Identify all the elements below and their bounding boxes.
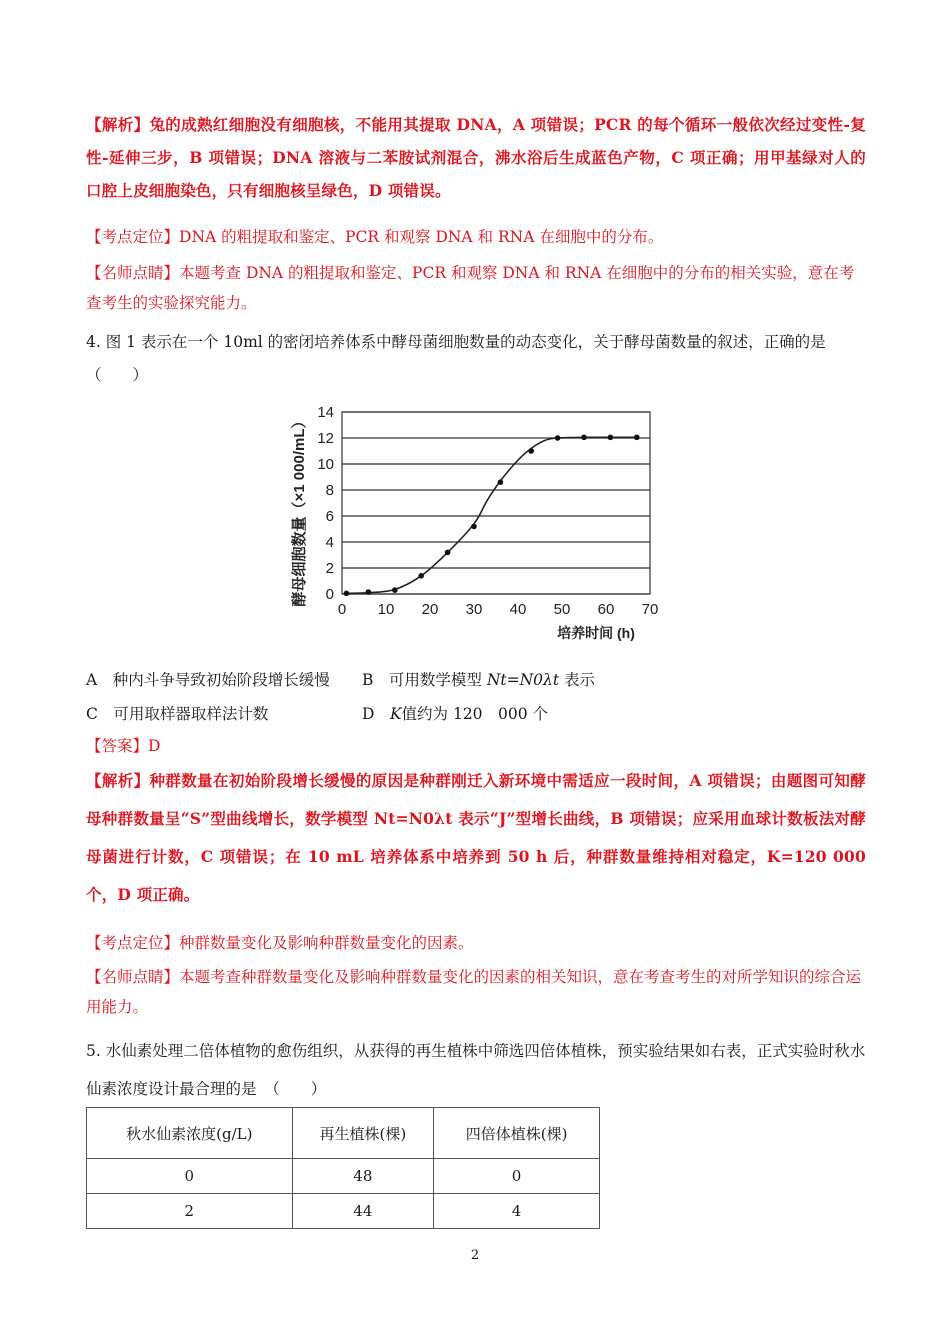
kaodian-tag: 【考点定位】 xyxy=(86,228,180,246)
q5-table xyxy=(86,1107,600,1229)
table-cell: 44 xyxy=(292,1194,434,1229)
x-tick-label: 20 xyxy=(421,601,439,618)
x-tick-label: 30 xyxy=(465,601,483,618)
option-d xyxy=(362,702,548,724)
option-b-suffix: 表示 xyxy=(559,671,596,689)
table-header-row xyxy=(87,1108,600,1159)
option-d-prefix: D xyxy=(362,705,390,723)
q5-stem: 5. 水仙素处理二倍体植物的愈伤组织，从获得的再生植株中筛选四倍体植株，预实验结果如右表，正式实验时秋水仙素浓度设计最合理的是 （ ） xyxy=(86,1042,866,1098)
data-point xyxy=(498,479,504,485)
data-point xyxy=(634,435,640,441)
y-tick-label: 2 xyxy=(325,560,334,577)
chart-grid xyxy=(342,412,650,594)
data-point xyxy=(555,435,561,441)
q4-kaodian xyxy=(86,928,866,958)
data-point xyxy=(581,435,587,441)
option-b xyxy=(362,668,595,690)
chart-ticks xyxy=(317,404,658,618)
table-cell: 2 xyxy=(87,1194,293,1229)
table-row xyxy=(87,1194,600,1229)
mingshi-text: 本题考查 DNA 的粗提取和鉴定、PCR 和观察 DNA 和 RNA 在细胞中的分布的相关实验，意在考查考生的实验探究能力。 xyxy=(86,264,855,312)
x-tick-label: 40 xyxy=(509,601,527,618)
data-point xyxy=(392,587,398,593)
option-b-prefix: B 可用数学模型 xyxy=(362,671,487,689)
x-axis-label: 培养时间 (h) xyxy=(557,625,635,641)
table-header-cell: 四倍体植株(棵) xyxy=(434,1108,600,1159)
kaodian-tag: 【考点定位】 xyxy=(86,934,180,952)
table-header-cell: 秋水仙素浓度(g/L) xyxy=(87,1108,293,1159)
yeast-growth-chart xyxy=(280,398,680,646)
data-point xyxy=(366,589,372,595)
data-point xyxy=(528,448,534,454)
q4-mingshi xyxy=(86,962,866,1022)
q3-analysis: 【解析】兔的成熟红细胞没有细胞核，不能用其提取 DNA，A 项错误；PCR 的每个循环一般依次经过变性-复性-延伸三步，B 项错误；DNA 溶液与二苯胺试剂混合，沸水浴后生成蓝色产物，C 项正确；用甲基绿对人的口腔上皮细胞染色，只有细胞核呈绿色，D 项错误。 xyxy=(86,115,866,200)
table-row xyxy=(87,1159,600,1194)
y-tick-label: 12 xyxy=(317,430,334,447)
option-c: C 可用取样器取样法计数 xyxy=(86,705,269,723)
table-cell: 0 xyxy=(87,1159,293,1194)
data-point xyxy=(418,573,424,579)
table-cell: 0 xyxy=(434,1159,600,1194)
option-a: A 种内斗争导致初始阶段增长缓慢 xyxy=(86,671,330,689)
growth-curve xyxy=(346,437,636,593)
chart-series xyxy=(344,435,640,597)
x-tick-label: 50 xyxy=(553,601,571,618)
q3-mingshi xyxy=(86,258,866,318)
x-tick-label: 10 xyxy=(377,601,395,618)
table-cell: 4 xyxy=(434,1194,600,1229)
kaodian-text: DNA 的粗提取和鉴定、PCR 和观察 DNA 和 RNA 在细胞中的分布。 xyxy=(179,228,664,246)
page-number: 2 xyxy=(470,1248,480,1263)
y-tick-label: 6 xyxy=(325,508,334,525)
table-header-cell: 再生植株(棵) xyxy=(292,1108,434,1159)
y-tick-label: 14 xyxy=(317,404,334,421)
y-tick-label: 8 xyxy=(325,482,334,499)
mingshi-tag: 【名师点睛】 xyxy=(86,968,180,986)
plot-frame xyxy=(342,412,650,594)
data-point xyxy=(344,591,350,597)
data-point xyxy=(445,550,451,556)
data-point xyxy=(471,524,477,530)
q4-answer: 【答案】D xyxy=(86,737,161,755)
q4-stem-text: 4. 图 1 表示在一个 10ml 的密闭培养体系中酵母菌细胞数量的动态变化，关于酵母菌数量的叙述，正确的是 xyxy=(86,333,826,351)
mingshi-text: 本题考查种群数量变化及影响种群数量变化的因素的相关知识，意在考查考生的对所学知识的综合运用能力。 xyxy=(86,968,862,1016)
table-cell: 48 xyxy=(292,1159,434,1194)
q4-stem xyxy=(86,326,866,392)
y-tick-label: 10 xyxy=(317,456,334,473)
y-tick-label: 4 xyxy=(325,534,334,551)
x-tick-label: 70 xyxy=(641,601,659,618)
data-point xyxy=(608,435,614,441)
kaodian-text: 种群数量变化及影响种群数量变化的因素。 xyxy=(179,934,474,952)
y-tick-label: 0 xyxy=(325,586,334,603)
mingshi-tag: 【名师点睛】 xyxy=(86,264,180,282)
y-axis-label: 酵母细胞数量（×1 000/mL） xyxy=(291,413,308,607)
q3-kaodian xyxy=(86,222,866,252)
option-d-k: K xyxy=(389,705,402,723)
option-d-suffix: 值约为 120 000 个 xyxy=(401,705,549,723)
q4-analysis: 【解析】种群数量在初始阶段增长缓慢的原因是种群刚迁入新环境中需适应一段时间，A 项错误；由题图可知酵母种群数量呈“S”型曲线增长，数学模型 Nt=N0λt 表示“J”型增长曲线，B 项错误；应采用血球计数板法对酵母菌进行计数，C 项错误；在 10 mL 培养体系中培养到 50 h 后，种群数量维持相对稳定，K=120 000 个，D 项正确。 xyxy=(86,771,866,904)
q4-paren: （ ） xyxy=(86,366,149,384)
x-tick-label: 60 xyxy=(597,601,615,618)
x-tick-label: 0 xyxy=(337,601,347,618)
option-b-formula: Nt=N0λt xyxy=(486,671,560,689)
